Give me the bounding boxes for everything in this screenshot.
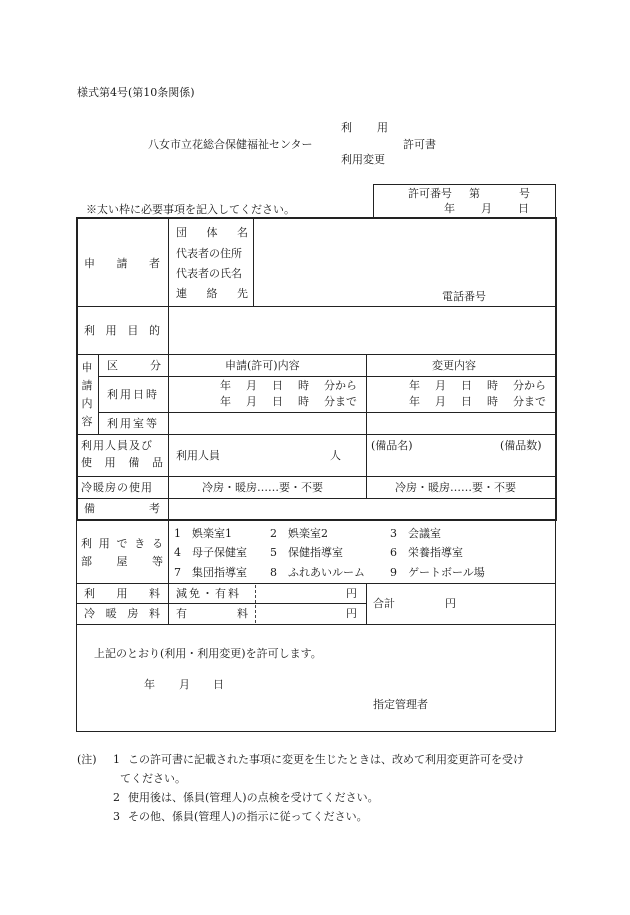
permit-year: 年 — [444, 202, 455, 215]
usage-fee-value: 減免・有料 — [176, 587, 241, 600]
room-item: 8 ふれあいルーム — [270, 566, 365, 579]
instruction: ※太い枠に必要事項を記入してください。 — [86, 203, 295, 216]
note-text: その他、係員(管理人)の指示に従ってください。 — [128, 810, 368, 823]
approval-day: 日 — [213, 678, 224, 691]
note-number: 2 — [113, 791, 120, 804]
permit-day: 日 — [518, 202, 529, 215]
rep-address-label: 代表者の住所 — [176, 247, 242, 260]
room-item: 4 母子保健室 — [174, 546, 247, 559]
room-item: 7 集団指導室 — [174, 566, 247, 579]
applicant-label: 申 請 者 — [84, 257, 160, 270]
aircon-fee-yen: 円 — [346, 607, 357, 620]
room-item: 5 保健指導室 — [270, 546, 343, 559]
room-item: 9 ゲートボール場 — [390, 566, 485, 579]
equipment-count-label: (備品数) — [500, 439, 542, 452]
permit-month: 月 — [481, 202, 492, 215]
designated-manager: 指定管理者 — [373, 698, 428, 711]
room-item: 1 娯楽室1 — [174, 527, 232, 540]
category-label: 区 分 — [107, 359, 161, 372]
room-item: 2 娯楽室2 — [270, 527, 328, 540]
notes-label: (注) — [77, 753, 97, 766]
title-use-char-2: 用 — [377, 121, 388, 134]
equipment-name-label: (備品名) — [371, 439, 413, 452]
title-use-char-1: 利 — [341, 121, 352, 134]
request-vertical-label: 申 請 内 容 — [81, 361, 93, 428]
aircon-change-option: 冷房・暖房……要・不要 — [395, 481, 516, 494]
people-unit: 人 — [330, 449, 341, 462]
rooms-label-line2: 部 屋 等 — [81, 555, 163, 568]
org-name-label: 団 体 名 — [176, 226, 248, 239]
note-text: 使用後は、係員(管理人)の点検を受けてください。 — [128, 791, 379, 804]
total-label: 合計 — [373, 597, 395, 610]
phone-label: 電話番号 — [442, 290, 486, 303]
approval-statement: 上記のとおり(利用・利用変更)を許可します。 — [94, 647, 322, 660]
room-label: 利用室等 — [107, 417, 159, 430]
total-yen: 円 — [445, 597, 456, 610]
datetime-label: 利用日時 — [107, 388, 159, 401]
purpose-label: 利 用 目 的 — [84, 324, 160, 337]
form-number: 様式第4号(第10条関係) — [77, 86, 195, 99]
request-content-header: 申請(許可)内容 — [225, 359, 300, 372]
people-label-line2: 使 用 備 品 — [81, 456, 163, 469]
room-item: 3 会議室 — [390, 527, 441, 540]
usage-fee-label: 利 用 料 — [84, 587, 160, 600]
people-count-label: 利用人員 — [176, 449, 220, 462]
change-to-line: 年 月 日 時 分まで — [409, 395, 546, 408]
room-item: 6 栄養指導室 — [390, 546, 463, 559]
change-content-header: 変更内容 — [432, 359, 476, 372]
permit-title: 許可書 — [403, 138, 436, 151]
contact-label: 連 絡 先 — [176, 287, 248, 300]
note-text-continued: てください。 — [120, 772, 186, 785]
people-label-line1: 利用人員及び — [81, 439, 153, 452]
rep-name-label: 代表者の氏名 — [176, 267, 242, 280]
aircon-label: 冷暖房の使用 — [81, 481, 153, 494]
note-text: この許可書に記載された事項に変更を生じたときは、改めて利用変更許可を受け — [128, 753, 524, 766]
aircon-fee-label: 冷 暖 房 料 — [84, 607, 160, 620]
rooms-label-line1: 利 用 で き る — [81, 537, 163, 550]
permit-go: 号 — [519, 187, 530, 200]
aircon-request-option: 冷房・暖房……要・不要 — [202, 481, 323, 494]
facility-name: 八女市立花総合保健福祉センター — [148, 138, 313, 151]
title-use-change: 利用変更 — [341, 153, 385, 166]
permit-number-label: 許可番号 — [408, 187, 452, 200]
note-number: 3 — [113, 810, 120, 823]
approval-year: 年 — [144, 678, 155, 691]
request-from-line: 年 月 日 時 分から — [220, 379, 357, 392]
approval-month: 月 — [179, 678, 190, 691]
remarks-label: 備 考 — [84, 502, 160, 515]
aircon-fee-value: 有 料 — [176, 607, 248, 620]
change-from-line: 年 月 日 時 分から — [409, 379, 546, 392]
permit-dai: 第 — [469, 187, 480, 200]
request-to-line: 年 月 日 時 分まで — [220, 395, 357, 408]
usage-fee-yen: 円 — [346, 587, 357, 600]
note-number: 1 — [113, 753, 120, 766]
